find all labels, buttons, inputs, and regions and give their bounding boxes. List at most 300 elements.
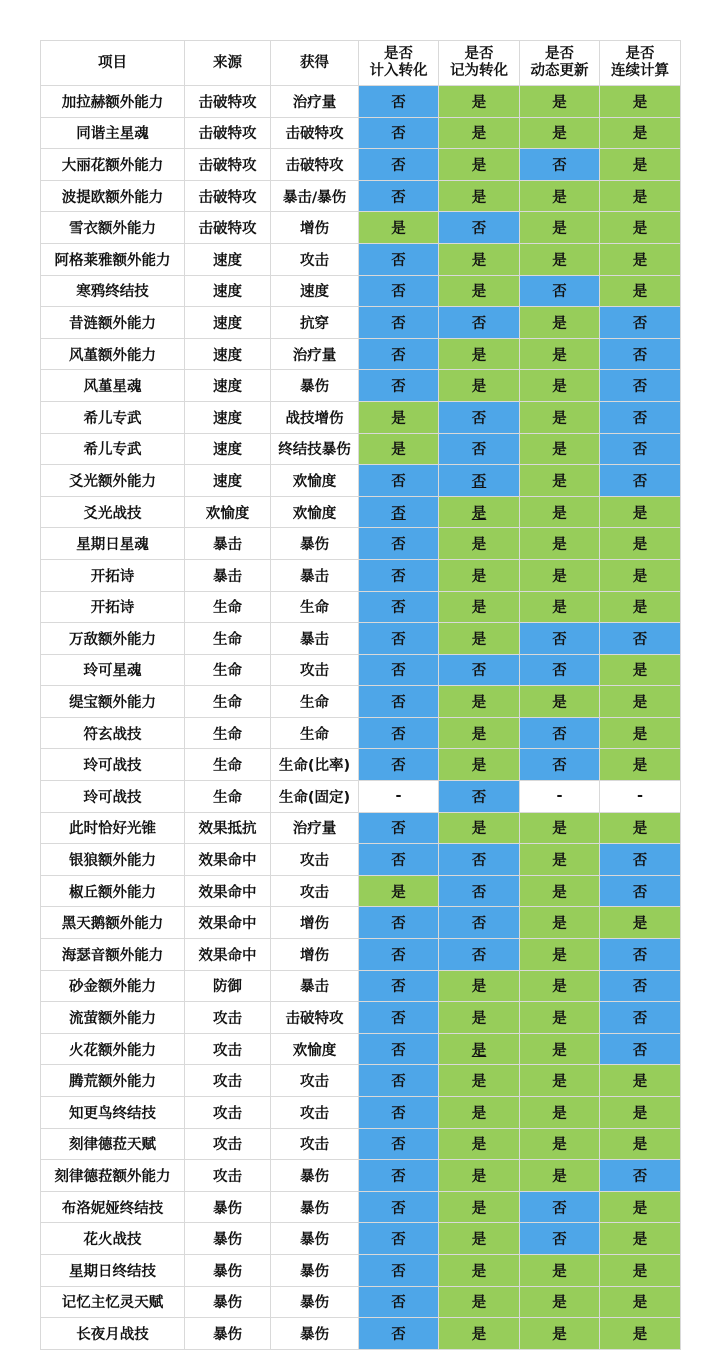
cell-dynamic-update: 是 [520, 591, 600, 623]
table-row [41, 149, 681, 181]
cell-gain: 暴伤 [271, 1286, 359, 1318]
cell-counted-in-conversion: 否 [359, 117, 439, 149]
cell-continuous-calc: 是 [600, 749, 681, 781]
cell-dynamic-update: 否 [520, 654, 600, 686]
table-row [41, 623, 681, 655]
cell-item: 寒鸦终结技 [41, 275, 185, 307]
cell-continuous-calc: 是 [600, 149, 681, 181]
cell-continuous-calc: 否 [600, 1033, 681, 1065]
cell-dynamic-update: 是 [520, 559, 600, 591]
cell-source: 攻击 [185, 1128, 271, 1160]
cell-source: 攻击 [185, 1097, 271, 1129]
cell-counted-in-conversion: 否 [359, 1065, 439, 1097]
cell-continuous-calc: 否 [600, 623, 681, 655]
cell-recorded-as-conversion: 是 [439, 86, 520, 118]
cell-counted-in-conversion: 否 [359, 1097, 439, 1129]
cell-source: 攻击 [185, 1002, 271, 1034]
cell-item: 黑天鹅额外能力 [41, 907, 185, 939]
cell-recorded-as-conversion: 是 [439, 686, 520, 718]
cell-recorded-as-conversion: 是 [439, 1097, 520, 1129]
cell-item: 玲可战技 [41, 781, 185, 813]
cell-item: 椒丘额外能力 [41, 875, 185, 907]
cell-source: 速度 [185, 433, 271, 465]
cell-item: 长夜月战技 [41, 1318, 185, 1350]
header-item: 项目 [41, 41, 185, 86]
cell-continuous-calc: 否 [600, 338, 681, 370]
cell-gain: 增伤 [271, 212, 359, 244]
cell-continuous-calc: 否 [600, 875, 681, 907]
cell-gain: 攻击 [271, 875, 359, 907]
cell-continuous-calc: 是 [600, 86, 681, 118]
cell-source: 生命 [185, 654, 271, 686]
cell-dynamic-update: 是 [520, 1128, 600, 1160]
cell-gain: 增伤 [271, 907, 359, 939]
table-row [41, 243, 681, 275]
cell-dynamic-update: 是 [520, 970, 600, 1002]
cell-item: 缇宝额外能力 [41, 686, 185, 718]
header-counted-in-conversion: 是否 计入转化 [359, 41, 439, 86]
cell-item: 风堇额外能力 [41, 338, 185, 370]
cell-counted-in-conversion: 是 [359, 875, 439, 907]
cell-source: 击破特攻 [185, 86, 271, 118]
cell-gain: 暴伤 [271, 1223, 359, 1255]
cell-source: 速度 [185, 243, 271, 275]
table-row [41, 307, 681, 339]
cell-gain: 战技增伤 [271, 401, 359, 433]
cell-recorded-as-conversion: 是 [439, 1286, 520, 1318]
cell-continuous-calc: 否 [600, 465, 681, 497]
cell-recorded-as-conversion: 否 [439, 401, 520, 433]
cell-counted-in-conversion: 否 [359, 812, 439, 844]
cell-recorded-as-conversion: 是 [439, 180, 520, 212]
cell-dynamic-update: 是 [520, 465, 600, 497]
cell-recorded-as-conversion: 是 [439, 149, 520, 181]
cell-recorded-as-conversion: 否 [439, 212, 520, 244]
cell-item: 大丽花额外能力 [41, 149, 185, 181]
cell-source: 生命 [185, 591, 271, 623]
cell-dynamic-update: 是 [520, 875, 600, 907]
cell-gain: 击破特攻 [271, 117, 359, 149]
cell-source: 欢愉度 [185, 496, 271, 528]
cell-continuous-calc: 是 [600, 528, 681, 560]
cell-source: 生命 [185, 717, 271, 749]
cell-continuous-calc: 是 [600, 654, 681, 686]
table-row [41, 1065, 681, 1097]
cell-continuous-calc: 否 [600, 844, 681, 876]
cell-source: 暴伤 [185, 1318, 271, 1350]
cell-counted-in-conversion: 否 [359, 591, 439, 623]
cell-continuous-calc: 是 [600, 812, 681, 844]
cell-recorded-as-conversion: 是 [439, 970, 520, 1002]
table-row [41, 907, 681, 939]
cell-recorded-as-conversion: 是 [439, 243, 520, 275]
cell-dynamic-update: 是 [520, 212, 600, 244]
cell-counted-in-conversion: 否 [359, 1128, 439, 1160]
cell-continuous-calc: 是 [600, 717, 681, 749]
cell-recorded-as-conversion: 是 [439, 812, 520, 844]
cell-counted-in-conversion: 是 [359, 212, 439, 244]
cell-item: 刻律德菈天赋 [41, 1128, 185, 1160]
cell-dynamic-update: 是 [520, 370, 600, 402]
cell-counted-in-conversion: 否 [359, 338, 439, 370]
table-row [41, 1002, 681, 1034]
cell-counted-in-conversion: 否 [359, 1160, 439, 1192]
table-row [41, 1097, 681, 1129]
cell-recorded-as-conversion: 是 [439, 370, 520, 402]
cell-gain: 暴伤 [271, 1254, 359, 1286]
cell-continuous-calc: 是 [600, 559, 681, 591]
table-row [41, 1128, 681, 1160]
cell-gain: 治疗量 [271, 86, 359, 118]
cell-continuous-calc: 是 [600, 243, 681, 275]
cell-gain: 生命(比率) [271, 749, 359, 781]
cell-counted-in-conversion: 否 [359, 1033, 439, 1065]
cell-counted-in-conversion: 否 [359, 844, 439, 876]
header-source: 来源 [185, 41, 271, 86]
cell-recorded-as-conversion: 是 [439, 496, 520, 528]
cell-counted-in-conversion: 否 [359, 86, 439, 118]
cell-dynamic-update: 是 [520, 812, 600, 844]
cell-item: 开拓诗 [41, 591, 185, 623]
cell-item: 爻光战技 [41, 496, 185, 528]
table-row [41, 812, 681, 844]
cell-counted-in-conversion: - [359, 781, 439, 813]
cell-recorded-as-conversion: 是 [439, 591, 520, 623]
cell-recorded-as-conversion: 是 [439, 1191, 520, 1223]
cell-item: 刻律德菈额外能力 [41, 1160, 185, 1192]
cell-continuous-calc: 是 [600, 1254, 681, 1286]
cell-dynamic-update: 是 [520, 1160, 600, 1192]
cell-continuous-calc: 否 [600, 1002, 681, 1034]
cell-counted-in-conversion: 否 [359, 623, 439, 655]
cell-item: 记忆主忆灵天赋 [41, 1286, 185, 1318]
cell-source: 攻击 [185, 1160, 271, 1192]
cell-item: 布洛妮娅终结技 [41, 1191, 185, 1223]
cell-dynamic-update: 否 [520, 717, 600, 749]
table-row [41, 370, 681, 402]
cell-item: 腾荒额外能力 [41, 1065, 185, 1097]
table-row [41, 1223, 681, 1255]
cell-dynamic-update: 是 [520, 338, 600, 370]
table-row [41, 180, 681, 212]
cell-continuous-calc: 否 [600, 307, 681, 339]
cell-gain: 生命 [271, 591, 359, 623]
cell-recorded-as-conversion: 是 [439, 1065, 520, 1097]
table-row [41, 465, 681, 497]
cell-item: 玲可星魂 [41, 654, 185, 686]
cell-gain: 暴伤 [271, 1160, 359, 1192]
table-row [41, 654, 681, 686]
cell-item: 万敌额外能力 [41, 623, 185, 655]
header-continuous-calc: 是否 连续计算 [600, 41, 681, 86]
cell-source: 效果命中 [185, 875, 271, 907]
cell-counted-in-conversion: 否 [359, 654, 439, 686]
cell-recorded-as-conversion: 否 [439, 907, 520, 939]
cell-recorded-as-conversion: 是 [439, 1002, 520, 1034]
conversion-table-container [40, 40, 681, 1350]
cell-item: 同谐主星魂 [41, 117, 185, 149]
cell-gain: 攻击 [271, 1128, 359, 1160]
cell-recorded-as-conversion: 是 [439, 1160, 520, 1192]
cell-item: 希儿专武 [41, 433, 185, 465]
cell-dynamic-update: 是 [520, 686, 600, 718]
cell-source: 生命 [185, 749, 271, 781]
cell-dynamic-update: 是 [520, 1002, 600, 1034]
cell-source: 速度 [185, 370, 271, 402]
cell-dynamic-update: 否 [520, 1223, 600, 1255]
cell-source: 击破特攻 [185, 117, 271, 149]
cell-continuous-calc: 是 [600, 1065, 681, 1097]
cell-item: 昔涟额外能力 [41, 307, 185, 339]
cell-gain: 生命(固定) [271, 781, 359, 813]
table-row [41, 749, 681, 781]
cell-gain: 欢愉度 [271, 496, 359, 528]
cell-recorded-as-conversion: 是 [439, 1254, 520, 1286]
table-row [41, 875, 681, 907]
table-row [41, 1286, 681, 1318]
table-row [41, 559, 681, 591]
cell-item: 流萤额外能力 [41, 1002, 185, 1034]
cell-item: 希儿专武 [41, 401, 185, 433]
cell-dynamic-update: 否 [520, 623, 600, 655]
cell-recorded-as-conversion: 否 [439, 654, 520, 686]
table-row [41, 212, 681, 244]
cell-source: 暴伤 [185, 1191, 271, 1223]
cell-item: 花火战技 [41, 1223, 185, 1255]
table-row [41, 496, 681, 528]
cell-counted-in-conversion: 否 [359, 1286, 439, 1318]
cell-recorded-as-conversion: 是 [439, 1033, 520, 1065]
cell-dynamic-update: 是 [520, 117, 600, 149]
table-row [41, 1191, 681, 1223]
cell-counted-in-conversion: 否 [359, 496, 439, 528]
header-dynamic-update: 是否 动态更新 [520, 41, 600, 86]
cell-item: 火花额外能力 [41, 1033, 185, 1065]
cell-gain: 抗穿 [271, 307, 359, 339]
cell-continuous-calc: 是 [600, 1191, 681, 1223]
cell-counted-in-conversion: 否 [359, 1223, 439, 1255]
cell-item: 开拓诗 [41, 559, 185, 591]
cell-recorded-as-conversion: 否 [439, 433, 520, 465]
cell-item: 阿格莱雅额外能力 [41, 243, 185, 275]
cell-continuous-calc: 否 [600, 401, 681, 433]
table-row [41, 86, 681, 118]
cell-source: 暴伤 [185, 1223, 271, 1255]
cell-gain: 攻击 [271, 844, 359, 876]
cell-dynamic-update: 否 [520, 275, 600, 307]
cell-dynamic-update: 是 [520, 86, 600, 118]
cell-counted-in-conversion: 否 [359, 370, 439, 402]
cell-dynamic-update: 是 [520, 433, 600, 465]
cell-item: 爻光额外能力 [41, 465, 185, 497]
cell-recorded-as-conversion: 否 [439, 939, 520, 971]
cell-counted-in-conversion: 否 [359, 1002, 439, 1034]
cell-item: 风堇星魂 [41, 370, 185, 402]
cell-continuous-calc: 是 [600, 907, 681, 939]
cell-dynamic-update: 是 [520, 844, 600, 876]
cell-dynamic-update: 是 [520, 1286, 600, 1318]
cell-continuous-calc: 是 [600, 1318, 681, 1350]
cell-source: 暴伤 [185, 1286, 271, 1318]
table-row [41, 275, 681, 307]
cell-counted-in-conversion: 否 [359, 1318, 439, 1350]
cell-recorded-as-conversion: 否 [439, 465, 520, 497]
cell-gain: 攻击 [271, 243, 359, 275]
table-row [41, 117, 681, 149]
cell-gain: 攻击 [271, 1065, 359, 1097]
cell-source: 击破特攻 [185, 149, 271, 181]
header-row [41, 41, 681, 86]
cell-source: 防御 [185, 970, 271, 1002]
cell-counted-in-conversion: 否 [359, 907, 439, 939]
cell-source: 效果命中 [185, 844, 271, 876]
cell-counted-in-conversion: 否 [359, 1191, 439, 1223]
cell-dynamic-update: 是 [520, 528, 600, 560]
cell-item: 海瑟音额外能力 [41, 939, 185, 971]
cell-counted-in-conversion: 否 [359, 939, 439, 971]
cell-recorded-as-conversion: 否 [439, 781, 520, 813]
cell-continuous-calc: 是 [600, 1128, 681, 1160]
cell-source: 效果抵抗 [185, 812, 271, 844]
cell-dynamic-update: 是 [520, 939, 600, 971]
cell-continuous-calc: 是 [600, 117, 681, 149]
cell-gain: 增伤 [271, 939, 359, 971]
table-row [41, 939, 681, 971]
cell-source: 速度 [185, 275, 271, 307]
cell-dynamic-update: 是 [520, 1097, 600, 1129]
cell-item: 此时恰好光锥 [41, 812, 185, 844]
cell-continuous-calc: 否 [600, 970, 681, 1002]
table-row [41, 1033, 681, 1065]
cell-dynamic-update: 是 [520, 1318, 600, 1350]
cell-item: 玲可战技 [41, 749, 185, 781]
cell-recorded-as-conversion: 是 [439, 1318, 520, 1350]
cell-source: 效果命中 [185, 939, 271, 971]
cell-gain: 击破特攻 [271, 1002, 359, 1034]
cell-recorded-as-conversion: 是 [439, 717, 520, 749]
cell-continuous-calc: - [600, 781, 681, 813]
table-row [41, 717, 681, 749]
cell-continuous-calc: 是 [600, 686, 681, 718]
cell-dynamic-update: 是 [520, 401, 600, 433]
cell-gain: 终结技暴伤 [271, 433, 359, 465]
cell-gain: 暴伤 [271, 528, 359, 560]
cell-counted-in-conversion: 否 [359, 749, 439, 781]
cell-continuous-calc: 是 [600, 1223, 681, 1255]
cell-counted-in-conversion: 是 [359, 433, 439, 465]
cell-recorded-as-conversion: 否 [439, 844, 520, 876]
cell-gain: 暴击/暴伤 [271, 180, 359, 212]
cell-gain: 暴伤 [271, 1191, 359, 1223]
cell-dynamic-update: 是 [520, 180, 600, 212]
cell-gain: 欢愉度 [271, 1033, 359, 1065]
cell-recorded-as-conversion: 否 [439, 307, 520, 339]
cell-source: 暴击 [185, 559, 271, 591]
table-row [41, 591, 681, 623]
cell-recorded-as-conversion: 是 [439, 528, 520, 560]
cell-dynamic-update: 是 [520, 307, 600, 339]
cell-item: 星期日终结技 [41, 1254, 185, 1286]
cell-dynamic-update: 是 [520, 1033, 600, 1065]
cell-source: 速度 [185, 465, 271, 497]
table-row [41, 433, 681, 465]
cell-counted-in-conversion: 否 [359, 243, 439, 275]
table-row [41, 686, 681, 718]
header-recorded-as-conversion: 是否 记为转化 [439, 41, 520, 86]
cell-gain: 速度 [271, 275, 359, 307]
cell-item: 符玄战技 [41, 717, 185, 749]
header-gain: 获得 [271, 41, 359, 86]
cell-source: 攻击 [185, 1065, 271, 1097]
cell-gain: 治疗量 [271, 812, 359, 844]
cell-dynamic-update: 是 [520, 907, 600, 939]
cell-gain: 暴击 [271, 623, 359, 655]
cell-recorded-as-conversion: 是 [439, 749, 520, 781]
cell-counted-in-conversion: 否 [359, 686, 439, 718]
cell-gain: 暴伤 [271, 1318, 359, 1350]
table-row [41, 1160, 681, 1192]
cell-dynamic-update: 是 [520, 1065, 600, 1097]
cell-continuous-calc: 是 [600, 1286, 681, 1318]
table-row [41, 1318, 681, 1350]
cell-counted-in-conversion: 否 [359, 559, 439, 591]
cell-item: 雪衣额外能力 [41, 212, 185, 244]
cell-source: 速度 [185, 338, 271, 370]
cell-continuous-calc: 否 [600, 433, 681, 465]
cell-continuous-calc: 是 [600, 496, 681, 528]
cell-dynamic-update: 是 [520, 496, 600, 528]
cell-dynamic-update: 是 [520, 1254, 600, 1286]
table-row [41, 970, 681, 1002]
cell-recorded-as-conversion: 是 [439, 275, 520, 307]
cell-continuous-calc: 是 [600, 591, 681, 623]
cell-source: 暴击 [185, 528, 271, 560]
cell-dynamic-update: 否 [520, 149, 600, 181]
cell-recorded-as-conversion: 是 [439, 623, 520, 655]
cell-counted-in-conversion: 否 [359, 465, 439, 497]
cell-source: 生命 [185, 781, 271, 813]
cell-source: 击破特攻 [185, 180, 271, 212]
cell-gain: 攻击 [271, 654, 359, 686]
cell-counted-in-conversion: 否 [359, 717, 439, 749]
cell-source: 生命 [185, 623, 271, 655]
cell-recorded-as-conversion: 是 [439, 1128, 520, 1160]
cell-gain: 生命 [271, 717, 359, 749]
cell-source: 速度 [185, 307, 271, 339]
cell-source: 效果命中 [185, 907, 271, 939]
cell-continuous-calc: 否 [600, 939, 681, 971]
cell-counted-in-conversion: 否 [359, 275, 439, 307]
cell-continuous-calc: 否 [600, 1160, 681, 1192]
conversion-table [40, 40, 681, 1350]
cell-counted-in-conversion: 否 [359, 149, 439, 181]
cell-gain: 暴击 [271, 970, 359, 1002]
cell-item: 砂金额外能力 [41, 970, 185, 1002]
cell-source: 生命 [185, 686, 271, 718]
table-row [41, 844, 681, 876]
cell-item: 星期日星魂 [41, 528, 185, 560]
cell-gain: 生命 [271, 686, 359, 718]
cell-counted-in-conversion: 是 [359, 401, 439, 433]
cell-gain: 攻击 [271, 1097, 359, 1129]
cell-gain: 欢愉度 [271, 465, 359, 497]
cell-item: 加拉赫额外能力 [41, 86, 185, 118]
cell-source: 攻击 [185, 1033, 271, 1065]
cell-gain: 击破特攻 [271, 149, 359, 181]
cell-continuous-calc: 否 [600, 370, 681, 402]
table-row [41, 781, 681, 813]
cell-gain: 治疗量 [271, 338, 359, 370]
